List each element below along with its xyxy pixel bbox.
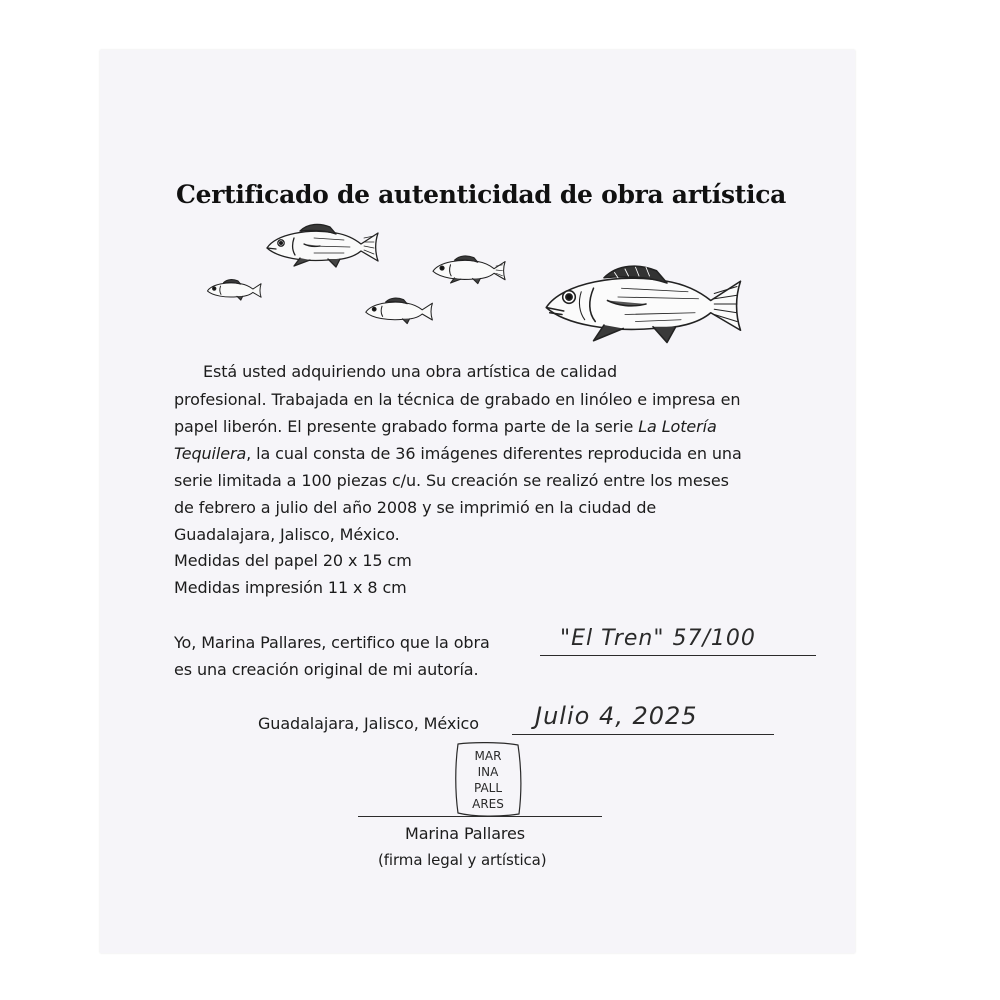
body-line-1: Está usted adquiriendo una obra artística de calidad: [203, 362, 618, 381]
fish-icon: [540, 262, 752, 346]
certificate-title: Certificado de autenticidad de obra artística: [176, 180, 787, 209]
series-title-part-1: La Lotería: [638, 417, 717, 436]
fish-icon: [364, 296, 436, 326]
body-line-4-text: , la cual consta de 36 imágenes diferentes reproducida en una: [246, 444, 742, 463]
fish-icon: [431, 254, 509, 286]
print-size: Medidas impresión 11 x 8 cm: [174, 578, 407, 597]
body-line-3-text: papel liberón. El presente grabado forma parte de la serie: [174, 417, 639, 436]
signer-name: Marina Pallares: [405, 824, 526, 843]
paper-size: Medidas del papel 20 x 15 cm: [174, 551, 412, 570]
fish-icon: [206, 278, 264, 302]
body-line-5: serie limitada a 100 piezas c/u. Su creación se realizó entre los meses: [174, 471, 729, 490]
artwork-signature-line: [540, 655, 816, 656]
date-handwritten: Julio 4, 2025: [535, 702, 698, 730]
body-line-7: Guadalajara, Jalisco, México.: [174, 525, 400, 544]
svg-text:ARES: ARES: [472, 797, 504, 811]
svg-text:PALL: PALL: [473, 781, 503, 795]
body-line-2: profesional. Trabajada en la técnica de grabado en linóleo e impresa en: [174, 390, 741, 409]
body-line-6: de febrero a julio del año 2008 y se imprimió en la ciudad de: [174, 498, 657, 517]
date-line: [512, 734, 774, 735]
body-line-4: [174, 446, 742, 462]
signature-caption: (firma legal y artística): [378, 851, 547, 869]
place-city: Guadalajara, Jalisco, México: [258, 714, 479, 733]
artwork-handwritten: "El Tren" 57/100: [560, 626, 756, 651]
body-line-3: [174, 419, 717, 435]
svg-text:INA: INA: [477, 765, 499, 779]
certify-line-2: es una creación original de mi autoría.: [174, 660, 479, 679]
signature-stamp: [452, 740, 524, 818]
fish-icon: [263, 222, 385, 270]
svg-text:MAR: MAR: [474, 749, 502, 763]
series-title-part-2: Tequilera: [174, 444, 247, 463]
signature-line: [358, 816, 602, 817]
certify-line-1: Yo, Marina Pallares, certifico que la obra: [174, 633, 490, 652]
